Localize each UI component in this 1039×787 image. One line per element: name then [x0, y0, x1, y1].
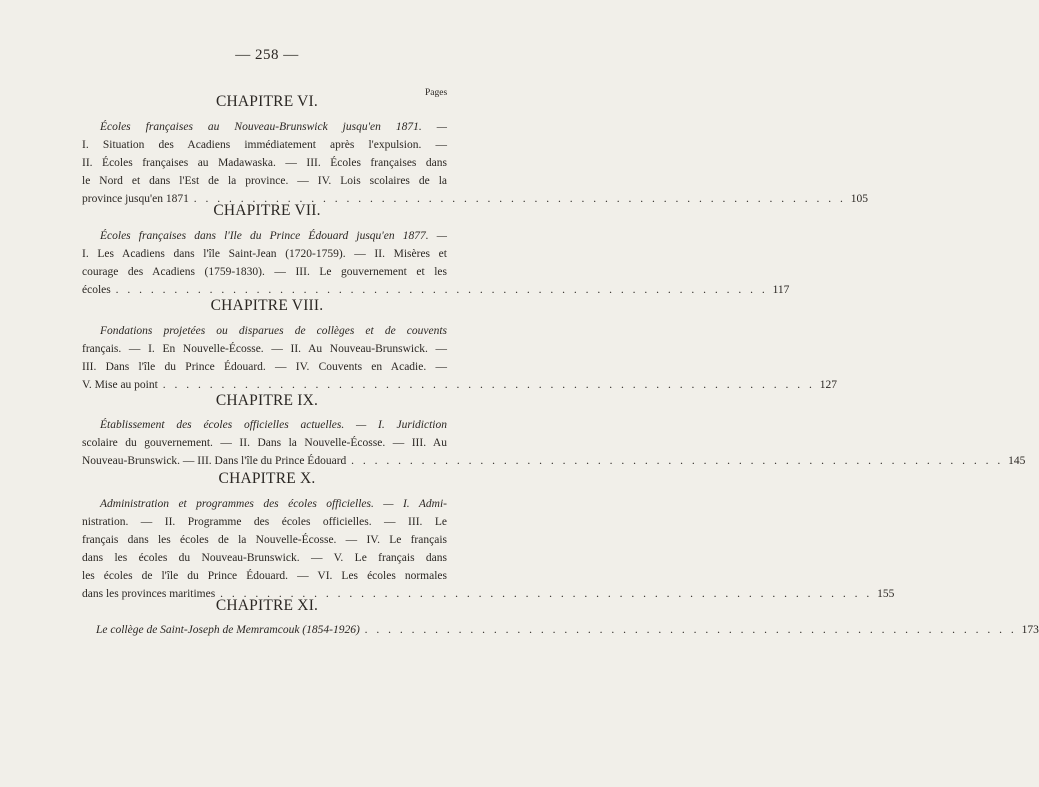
entry-line: V. Mise au point	[82, 379, 158, 391]
entry-line-italic: Le collège de Saint-Joseph de Memramcouk (1854-1926)	[96, 624, 360, 636]
entry-line: province jusqu'en 1871	[82, 193, 189, 205]
entry-last-line	[82, 452, 1026, 470]
leader-dots	[351, 455, 1003, 467]
entry-line: français. — I. En Nouvelle-Écosse. — II. Au Nouveau-Brunswick. —	[82, 343, 447, 355]
entry-line	[82, 495, 447, 513]
chapter-title: CHAPITRE IX.	[215, 392, 319, 409]
entry-line-italic: Écoles françaises au Nouveau-Brunswick jusqu'en 1871. —	[100, 121, 447, 133]
entry-line: II. Écoles françaises au Madawaska. — III. Écoles françaises dans	[82, 157, 447, 169]
entry-line-italic: Administration et programmes des écoles officielles. — I. Admi-	[100, 498, 447, 510]
entry-line: I. Situation des Acadiens immédiatement après l'expulsion. —	[82, 139, 447, 151]
entry-line-italic: Fondations projetées ou disparues de collèges et de couvents	[100, 325, 447, 337]
entry-line: Nouveau-Brunswick. — III. Dans l'île du Prince Édouard	[82, 455, 347, 467]
chapter-entry	[82, 495, 895, 603]
entry-line: français dans les écoles de la Nouvelle-Écosse. — IV. Le français	[82, 534, 447, 546]
page-number: — 258 —	[235, 47, 299, 63]
page-reference: 117	[772, 284, 790, 296]
page-reference: 173	[1021, 624, 1039, 636]
entry-line-italic: Établissement des écoles officielles actuelles. — I. Juridiction	[100, 419, 447, 431]
entry-line: I. Les Acadiens dans l'île Saint-Jean (1720-1759). — II. Misères et	[82, 248, 447, 260]
chapter-entry	[82, 227, 790, 299]
entry-line-italic: Écoles françaises dans l'Ile du Prince Édouard jusqu'en 1877. —	[100, 230, 447, 242]
chapter-entry	[82, 322, 837, 394]
chapter-title: CHAPITRE VIII.	[210, 297, 324, 314]
entry-line: écoles	[82, 284, 111, 296]
leader-dots	[163, 379, 815, 391]
entry-line: les écoles de l'île du Prince Édouard. — VI. Les écoles normales	[82, 570, 447, 582]
chapter-entry	[82, 118, 868, 208]
entry-line: dans les provinces maritimes	[82, 588, 216, 600]
page-reference: 155	[877, 588, 895, 600]
pages-column-label: Pages	[425, 88, 448, 98]
entry-line: scolaire du gouvernement. — II. Dans la Nouvelle-Écosse. — III. Au	[82, 437, 447, 449]
entry-line	[82, 118, 447, 136]
chapter-title: CHAPITRE VI.	[215, 93, 318, 110]
entry-line: dans les écoles du Nouveau-Brunswick. — V. Le français dans	[82, 552, 447, 564]
chapter-title: CHAPITRE VII.	[213, 202, 321, 219]
chapter-title: CHAPITRE XI.	[215, 597, 319, 614]
entry-line	[82, 227, 447, 245]
entry-line: nistration. — II. Programme des écoles officielles. — III. Le	[82, 516, 447, 528]
chapter-title: CHAPITRE X.	[218, 470, 316, 487]
chapter-entry	[82, 416, 1026, 470]
entry-line: III. Dans l'île du Prince Édouard. — IV. Couvents en Acadie. —	[82, 361, 447, 373]
entry-last-line	[96, 621, 1039, 639]
entry-line: le Nord et dans l'Est de la province. — IV. Lois scolaires de la	[82, 175, 447, 187]
page-reference: 105	[850, 193, 868, 205]
entry-line: courage des Acadiens (1759-1830). — III. Le gouvernement et les	[82, 266, 447, 278]
chapter-entry	[96, 621, 1039, 639]
page-reference: 127	[819, 379, 837, 391]
leader-dots	[116, 284, 768, 296]
page-reference: 145	[1008, 455, 1026, 467]
entry-line	[82, 322, 447, 340]
leader-dots	[365, 624, 1017, 636]
entry-line	[82, 416, 447, 434]
